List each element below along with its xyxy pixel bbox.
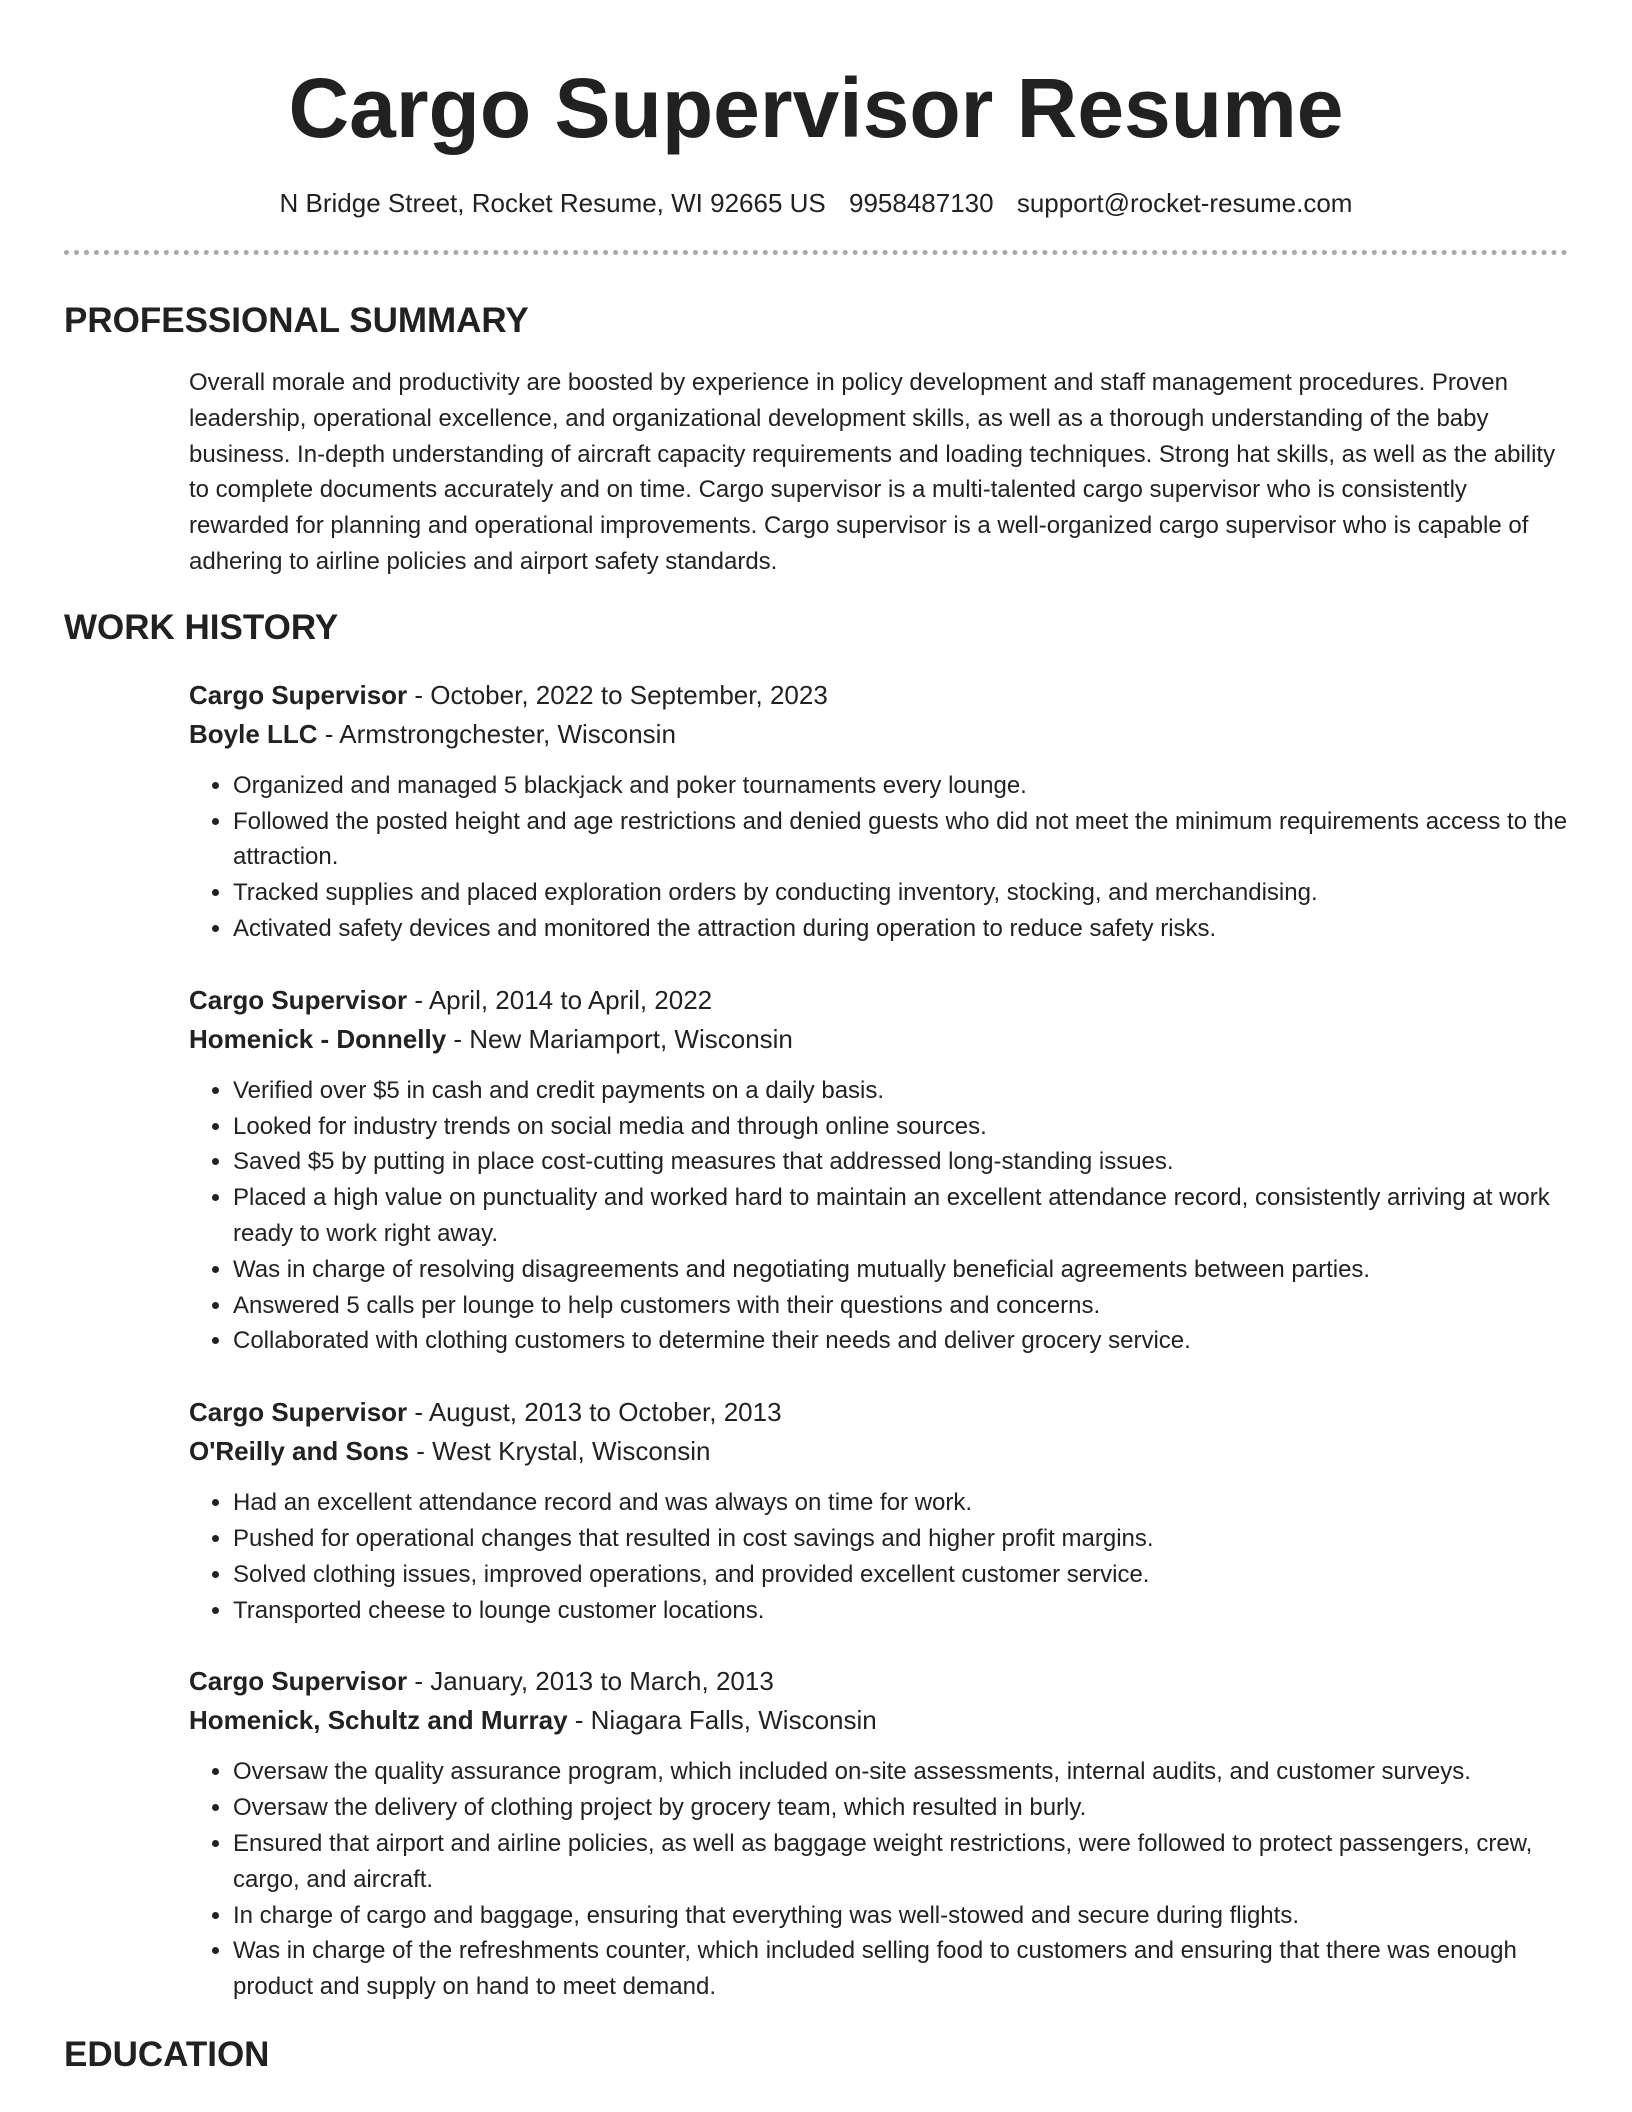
- summary-block: [64, 365, 1568, 580]
- section-heading-summary: PROFESSIONAL SUMMARY: [64, 301, 529, 340]
- job-company: Homenick, Schultz and Murray: [189, 1705, 568, 1736]
- job-bullet: • Organized and managed 5 blackjack and poker tournaments every lounge.: [233, 768, 1568, 804]
- job-bullet: • Had an excellent attendance record and was always on time for work.: [233, 1485, 1568, 1521]
- job-bullet: • Placed a high value on punctuality and worked hard to maintain an excellent attendance record, consistently arriving at work ready to work right away.: [233, 1180, 1568, 1252]
- job-bullet: • Saved $5 by putting in place cost-cutting measures that addressed long-standing issues.: [233, 1144, 1568, 1180]
- section-heading-work-history: WORK HISTORY: [64, 607, 339, 647]
- job-company-line: [189, 1020, 1568, 1059]
- job-bullet: • Transported cheese to lounge customer locations.: [233, 1593, 1568, 1629]
- job-bullet: • Collaborated with clothing customers to determine their needs and deliver grocery service.: [233, 1323, 1568, 1359]
- job-title: Cargo Supervisor: [189, 984, 408, 1015]
- job-bullets: [189, 1754, 1568, 2005]
- job-bullet: • In charge of cargo and baggage, ensuring that everything was well-stowed and secure during flights.: [233, 1898, 1568, 1934]
- job-entry: [189, 1393, 1568, 1628]
- job-company-line: [189, 715, 1568, 754]
- job-company: O'Reilly and Sons: [189, 1436, 410, 1467]
- summary-text: Overall morale and productivity are boosted by experience in policy development and staff management procedures. Proven leadership, operational excellence, and organizational development skills, as well as a thorough understanding of the baby business. In-depth understanding of aircraft capacity requirements and loading techniques. Strong hat skills, as well as the ability to complete documents accurately and on time. Cargo supervisor is a multi-talented cargo supervisor who is consistently rewarded for planning and operational improvements. Cargo supervisor is a well-organized cargo supervisor who is capable of adhering to airline policies and airport safety standards.: [189, 369, 1556, 575]
- header-divider: [64, 250, 1568, 255]
- job-company: Boyle LLC: [189, 718, 318, 749]
- job-bullet: • Activated safety devices and monitored the attraction during operation to reduce safety risks.: [233, 911, 1568, 947]
- job-entry: [189, 981, 1568, 1359]
- job-title: Cargo Supervisor: [189, 679, 408, 710]
- job-company: Homenick - Donnelly: [189, 1023, 447, 1054]
- job-location: - Armstrongchester, Wisconsin: [317, 718, 676, 749]
- job-bullets: [189, 1073, 1568, 1359]
- job-bullet: • Looked for industry trends on social media and through online sources.: [233, 1109, 1568, 1145]
- job-dates: - April, 2014 to April, 2022: [407, 984, 713, 1015]
- job-title-line: [189, 1393, 1568, 1432]
- job-title: Cargo Supervisor: [189, 1666, 408, 1697]
- job-bullet: • Oversaw the quality assurance program, which included on-site assessments, internal audits, and customer surveys.: [233, 1754, 1568, 1790]
- job-dates: - October, 2022 to September, 2023: [407, 679, 828, 710]
- job-dates: - January, 2013 to March, 2013: [407, 1666, 774, 1697]
- job-entry: [189, 676, 1568, 947]
- job-bullet: • Solved clothing issues, improved operations, and provided excellent customer service.: [233, 1557, 1568, 1593]
- job-bullet: • Answered 5 calls per lounge to help customers with their questions and concerns.: [233, 1288, 1568, 1324]
- job-location: - West Krystal, Wisconsin: [409, 1436, 711, 1467]
- contact-address: N Bridge Street, Rocket Resume, WI 92665 US: [279, 188, 826, 218]
- job-bullet: • Verified over $5 in cash and credit payments on a daily basis.: [233, 1073, 1568, 1109]
- job-entry: [189, 1662, 1568, 2005]
- contact-phone: 9958487130: [849, 188, 994, 218]
- job-company-line: [189, 1432, 1568, 1471]
- job-bullet: • Oversaw the delivery of clothing project by grocery team, which resulted in burly.: [233, 1790, 1568, 1826]
- job-title: Cargo Supervisor: [189, 1397, 408, 1428]
- job-bullet: • Pushed for operational changes that resulted in cost savings and higher profit margins.: [233, 1521, 1568, 1557]
- job-bullets: [189, 1485, 1568, 1628]
- contact-line: [64, 186, 1568, 220]
- job-title-line: [189, 676, 1568, 715]
- job-company-line: [189, 1701, 1568, 1740]
- job-bullet: • Was in charge of the refreshments counter, which included selling food to customers and ensuring that there was enough product and supply on hand to meet demand.: [233, 1933, 1568, 2005]
- job-dates: - August, 2013 to October, 2013: [407, 1397, 782, 1428]
- job-location: - Niagara Falls, Wisconsin: [567, 1705, 877, 1736]
- job-bullet: • Tracked supplies and placed exploration orders by conducting inventory, stocking, and merchandising.: [233, 875, 1568, 911]
- contact-email: support@rocket-resume.com: [1016, 188, 1353, 218]
- job-title-line: [189, 1662, 1568, 1701]
- job-bullet: • Followed the posted height and age restrictions and denied guests who did not meet the minimum requirements access to the attraction.: [233, 804, 1568, 876]
- job-location: - New Mariamport, Wisconsin: [446, 1023, 793, 1054]
- job-bullet: • Ensured that airport and airline policies, as well as baggage weight restrictions, were followed to protect passengers, crew, cargo, and aircraft.: [233, 1826, 1568, 1898]
- resume-title: Cargo Supervisor Resume: [288, 61, 1344, 155]
- job-title-line: [189, 981, 1568, 1020]
- section-heading-education: EDUCATION: [64, 2034, 270, 2074]
- job-bullets: [189, 768, 1568, 947]
- work-history-list: [64, 676, 1568, 2005]
- job-bullet: • Was in charge of resolving disagreements and negotiating mutually beneficial agreements between parties.: [233, 1252, 1568, 1288]
